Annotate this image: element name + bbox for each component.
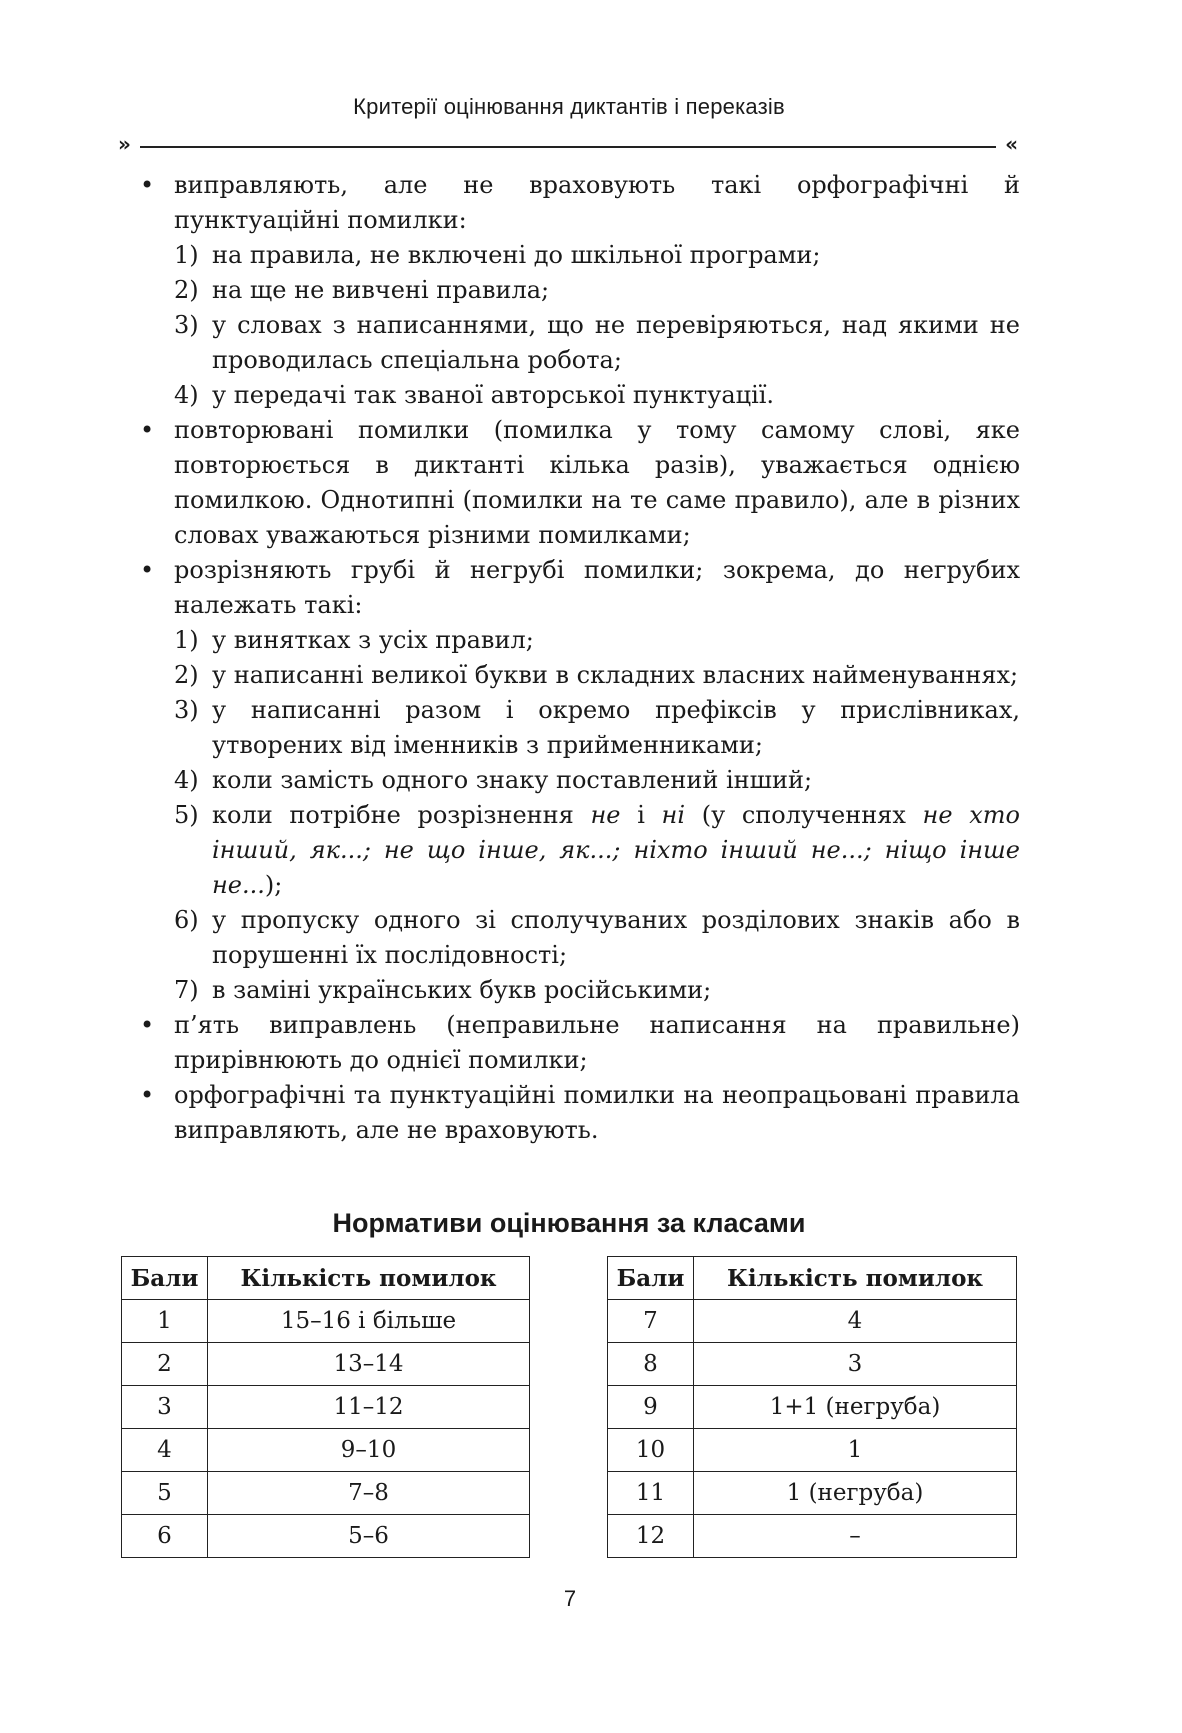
errors-cell: 11–12 [208, 1386, 530, 1429]
header-errors: Кількість помилок [694, 1257, 1017, 1300]
header-ornament-rule [118, 132, 1018, 156]
item-text: у пропуску одного зі сполучуваних розділових знаків або в порушенні їх послідовності; [212, 906, 1020, 969]
errors-cell: 5–6 [208, 1515, 530, 1558]
bullet-item [140, 413, 1020, 553]
bullet-text: виправляють, але не враховують такі орфографічні й пунктуаційні помилки: [174, 171, 1020, 234]
errors-cell: 3 [694, 1343, 1017, 1386]
item-number: 1) [174, 241, 199, 269]
item-text: на правила, не включені до шкільної програми; [212, 241, 821, 269]
numbered-item [140, 903, 1020, 973]
table-row [608, 1472, 1017, 1515]
item-text: у словах з написаннями, що не перевіряються, над якими не проводилась спеціальна робота; [212, 311, 1020, 374]
grading-table-right [607, 1256, 1017, 1558]
score-cell: 3 [122, 1386, 208, 1429]
bullet-dot: • [140, 556, 155, 584]
table-header-row [608, 1257, 1017, 1300]
table-row [608, 1386, 1017, 1429]
numbered-item [140, 693, 1020, 763]
italic-examples: не хто інший, як...; не що інше, як...; ніхто інший не...; ніщо інше не... [212, 801, 1020, 899]
numbered-item [140, 658, 1020, 693]
table-header-row [122, 1257, 530, 1300]
body-text [140, 168, 1020, 1148]
numbered-item [140, 973, 1020, 1008]
italic-word-ne: не [590, 801, 621, 829]
table-row [122, 1386, 530, 1429]
errors-cell: 9–10 [208, 1429, 530, 1472]
numbered-item [140, 238, 1020, 273]
bullet-dot: • [140, 171, 155, 199]
table-title: Нормативи оцінювання за класами [332, 1208, 806, 1238]
table-row [122, 1343, 530, 1386]
item-number: 4) [174, 766, 199, 794]
item-number: 6) [174, 906, 199, 934]
errors-cell: 15–16 і більше [208, 1300, 530, 1343]
item-text-part: і [620, 801, 662, 829]
score-cell: 5 [122, 1472, 208, 1515]
errors-cell: 4 [694, 1300, 1017, 1343]
bullet-item [140, 553, 1020, 623]
numbered-item [140, 798, 1020, 903]
page-number: 7 [563, 1586, 577, 1611]
errors-cell: 13–14 [208, 1343, 530, 1386]
errors-cell: 7–8 [208, 1472, 530, 1515]
table-row [122, 1472, 530, 1515]
bullet-dot: • [140, 416, 155, 444]
bullet-text: орфографічні та пунктуаційні помилки на неопрацьовані правила виправляють, але не враховують. [174, 1081, 1020, 1144]
item-number: 5) [174, 801, 199, 829]
item-number: 1) [174, 626, 199, 654]
bullet-text: повторювані помилки (помилка у тому самому слові, яке повторюється в диктанті кілька разів), уважається однією помилкою. Однотипні (помилки на те саме правило), але в різних словах уважаються різними помилками; [174, 416, 1020, 549]
numbered-item [140, 308, 1020, 378]
item-text-part: ); [264, 871, 283, 899]
bullet-dot: • [140, 1011, 155, 1039]
numbered-item [140, 378, 1020, 413]
item-text: у винятках з усіх правил; [212, 626, 534, 654]
score-cell: 1 [122, 1300, 208, 1343]
item-text: у написанні великої букви в складних власних найменуваннях; [212, 661, 1019, 689]
item-text [212, 798, 1020, 903]
bullet-item [140, 168, 1020, 238]
italic-word-ni: ні [661, 801, 686, 829]
running-header: Критерії оцінювання диктантів і переказів [353, 94, 785, 119]
bullet-item [140, 1078, 1020, 1148]
table-row [608, 1429, 1017, 1472]
errors-cell: 1 [694, 1429, 1017, 1472]
score-cell: 10 [608, 1429, 694, 1472]
bullet-text: розрізняють грубі й негрубі помилки; зокрема, до негрубих належать такі: [174, 556, 1020, 619]
table-row [608, 1515, 1017, 1558]
table-row [122, 1429, 530, 1472]
ornament-left-quote: » [118, 132, 131, 156]
table-row [608, 1300, 1017, 1343]
score-cell: 4 [122, 1429, 208, 1472]
header-errors: Кількість помилок [208, 1257, 530, 1300]
score-cell: 6 [122, 1515, 208, 1558]
bullet-text: п’ять виправлень (неправильне написання на правильне) прирівнюють до однієї помилки; [174, 1011, 1020, 1074]
item-number: 2) [174, 661, 199, 689]
item-text: на ще не вивчені правила; [212, 276, 550, 304]
item-number: 7) [174, 976, 199, 1004]
item-text: коли замість одного знаку поставлений інший; [212, 766, 813, 794]
header-divider [140, 146, 996, 148]
item-number: 3) [174, 696, 199, 724]
table-row [122, 1515, 530, 1558]
item-text-part: коли потрібне розрізнення [212, 801, 591, 829]
errors-cell: 1+1 (негруба) [694, 1386, 1017, 1429]
numbered-item [140, 273, 1020, 308]
item-text: у написанні разом і окремо префіксів у прислівниках, утворених від іменників з прийменниками; [212, 696, 1020, 759]
item-text-part: (у сполученнях [685, 801, 923, 829]
bullet-dot: • [140, 1081, 155, 1109]
numbered-item [140, 623, 1020, 658]
score-cell: 2 [122, 1343, 208, 1386]
ornament-right-quote: « [1005, 132, 1018, 156]
item-number: 3) [174, 311, 199, 339]
table-row [122, 1300, 530, 1343]
errors-cell: – [694, 1515, 1017, 1558]
score-cell: 7 [608, 1300, 694, 1343]
item-number: 4) [174, 381, 199, 409]
numbered-item [140, 763, 1020, 798]
item-number: 2) [174, 276, 199, 304]
score-cell: 12 [608, 1515, 694, 1558]
header-score: Бали [122, 1257, 208, 1300]
score-cell: 11 [608, 1472, 694, 1515]
table-row [608, 1343, 1017, 1386]
grading-table-left [121, 1256, 530, 1558]
errors-cell: 1 (негруба) [694, 1472, 1017, 1515]
bullet-item [140, 1008, 1020, 1078]
item-text: у передачі так званої авторської пунктуації. [212, 381, 775, 409]
item-text: в заміні українських букв російськими; [212, 976, 712, 1004]
score-cell: 9 [608, 1386, 694, 1429]
score-cell: 8 [608, 1343, 694, 1386]
header-score: Бали [608, 1257, 694, 1300]
